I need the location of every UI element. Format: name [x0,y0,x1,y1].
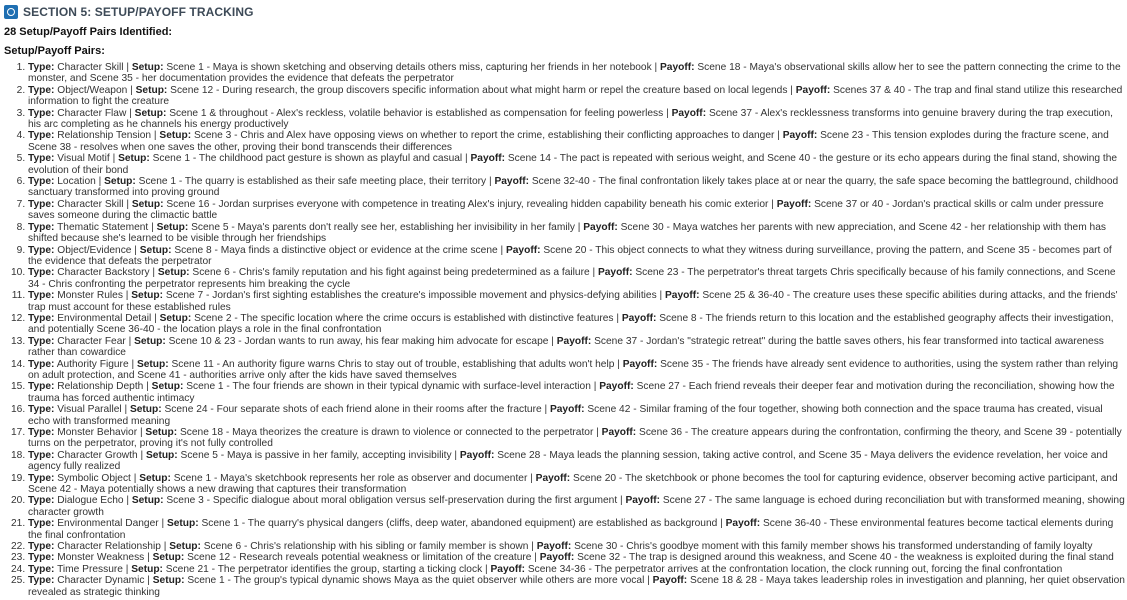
setup-value: Scene 3 - Specific dialogue about moral obligation versus self-preservation during the first argument [166,495,618,507]
list-item [28,575,1127,598]
type-value: Character Growth [57,449,138,461]
setup-label: Setup: [131,563,163,575]
type-label: Type: [28,130,55,142]
type-value: Character Relationship [57,541,161,553]
list-item [28,552,1127,563]
separator: | [787,84,796,96]
separator: | [158,518,167,530]
separator: | [617,495,626,507]
payoff-value: Scene 8 - The friends return to this location and the established geography affects their investigation, and potentially Scene 36-40 - the location plays a role in the final confrontation [28,312,1114,336]
setup-value: Scene 2 - The specific location where the crime occurs is established with distinctive features [194,312,614,324]
payoff-value: Scene 36 - The creature appears during the confrontation, confirming the theory, and Scene 39 - potentially turns on the perpetrator, proving it's not fully controlled [28,427,1122,450]
list-item [28,108,1127,131]
list-item [28,85,1127,108]
separator: | [125,335,135,347]
payoff-label: Payoff: [622,358,658,370]
type-value: Relationship Depth [57,381,144,393]
payoff-value: Scene 27 - The same language is echoed during reconciliation but with transformed meaning, showing character growth [28,495,1125,518]
type-label: Type: [28,62,55,73]
payoff-label: Payoff: [459,449,495,461]
payoff-label: Payoff: [549,404,585,416]
payoff-value: Scene 14 - The pact is repeated with serious weight, and Scene 40 - the gesture or its echo appears during the final stand, showing the evolution of their bond [28,153,1118,176]
payoff-value: Scene 36-40 - These environmental features become tactical elements during the final confrontation [28,518,1114,541]
payoff-label: Payoff: [494,176,529,188]
payoff-label: Payoff: [776,198,812,210]
payoff-value: Scene 23 - This tension explodes during the fracture scene, and Scene 38 - resolves when one saves the other, proving their bond transcends their differences [28,130,1109,153]
separator: | [717,518,726,530]
separator: | [482,563,491,575]
type-label: Type: [28,381,55,393]
type-value: Character Skill [57,198,124,210]
type-value: Visual Parallel [57,404,122,416]
list-item [28,359,1127,382]
setup-value: Scene 12 - During research, the group discovers specific information about what might harm or repel the creature based on local legends [170,84,788,96]
type-label: Type: [28,335,55,347]
setup-label: Setup: [131,198,164,210]
setup-value: Scene 1 - The childhood pact gesture is shown as playful and casual [152,153,463,165]
setup-value: Scene 1 - Maya's sketchbook represents her role as observer and documenter [173,472,528,484]
type-label: Type: [28,552,55,564]
payoff-value: Scene 30 - Chris's goodbye moment with this family member shows his transformed understanding of family loyalty [574,541,1093,553]
list-item [28,427,1127,450]
list-item [28,62,1127,85]
separator: | [130,472,140,484]
type-value: Relationship Tension [57,130,152,142]
setup-label: Setup: [157,267,190,279]
payoff-label: Payoff: [652,575,688,587]
separator: | [95,176,105,188]
payoff-value: Scene 42 - Similar framing of the four together, showing both connection and the space trauma has created, visual echo with transformed meaning [28,404,1103,427]
payoff-value: Scene 34-36 - The perpetrator arrives at the confrontation location, the clock running out, forcing the final confrontation [527,563,1063,575]
separator: | [590,381,600,393]
separator: | [128,358,137,370]
separator: | [123,198,132,210]
type-label: Type: [28,267,55,279]
type-value: Character Flaw [57,107,127,119]
setup-label: Setup: [156,221,189,233]
type-label: Type: [28,563,55,575]
separator: | [497,244,506,256]
gear-box-icon [4,5,18,19]
setup-value: Scene 1 - Maya is shown sketching and observing details others miss, capturing her friends in her notebook [166,62,652,73]
separator: | [137,449,146,461]
separator: | [548,335,557,347]
setup-value: Scene 1 - The quarry's physical dangers (cliffs, deep water, abandoned equipment) are established as background [201,518,718,530]
payoff-label: Payoff: [470,153,506,165]
payoff-label: Payoff: [599,381,634,393]
payoff-label: Payoff: [535,472,571,484]
setup-label: Setup: [129,404,162,416]
setup-value: Scene 1 & throughout - Alex's reckless, volatile behavior is established as compensation for feeling powerless [169,107,664,119]
separator: | [774,130,783,142]
setup-label: Setup: [166,518,199,530]
setup-value: Scene 1 - The quarry is established as their safe meeting place, their territory [138,176,487,188]
separator: | [122,563,132,575]
setup-label: Setup: [152,575,185,587]
payoff-label: Payoff: [536,541,572,553]
type-label: Type: [28,541,55,553]
list-item [28,495,1127,518]
type-value: Dialogue Echo [57,495,124,507]
type-value: Symbolic Object [57,472,131,484]
type-label: Type: [28,221,55,233]
setup-value: Scene 21 - The perpetrator identifies the group, starting a ticking clock [165,563,483,575]
payoff-label: Payoff: [665,290,700,302]
type-label: Type: [28,244,55,256]
separator: | [148,221,157,233]
separator: | [663,107,672,119]
separator: | [486,176,495,188]
type-label: Type: [28,153,55,165]
type-value: Monster Rules [57,290,123,302]
list-item [28,176,1127,199]
setup-label: Setup: [152,552,185,564]
setup-value: Scene 10 & 23 - Jordan wants to run away, his fear making him advocate for escape [168,335,549,347]
separator: | [574,221,584,233]
separator: | [541,404,550,416]
setup-label: Setup: [139,244,172,256]
separator: | [149,267,158,279]
type-value: Monster Weakness [57,552,145,564]
separator: | [768,198,777,210]
payoff-label: Payoff: [725,518,761,530]
payoff-value: Scene 25 & 36-40 - The creature uses these specific abilities during attacks, and the friends' trap must account for these established rules [28,290,1118,313]
separator: | [123,495,132,507]
payoff-value: Scene 32 - The trap is designed around this weakness, and Scene 40 - the weakness is exploited during the final stand [577,552,1114,564]
type-value: Visual Motif [57,153,110,165]
separator: | [593,427,602,438]
type-label: Type: [28,427,55,438]
separator: | [160,541,170,553]
list-item [28,313,1127,336]
list-item [28,130,1127,153]
payoff-label: Payoff: [490,563,526,575]
type-value: Character Fear [57,335,126,347]
type-value: Time Pressure [57,563,123,575]
separator: | [462,153,471,165]
separator: | [644,575,653,587]
list-item [28,518,1127,541]
separator: | [143,381,152,393]
list-item [28,450,1127,473]
separator: | [126,107,135,119]
payoff-value: Scene 18 - Maya's observational skills allow her to see the pattern connecting the crime to the monster, and Scene 35 - her documentation provides the evidence that defeats the perpetrator [28,62,1121,85]
list-heading: Setup/Payoff Pairs: [4,45,105,57]
list-item [28,245,1127,268]
type-value: Character Dynamic [57,575,145,587]
section-header [0,0,1127,20]
separator: | [122,290,132,302]
type-label: Type: [28,176,55,188]
setup-value: Scene 5 - Maya is passive in her family, accepting invisibility [180,449,452,461]
payoff-value: Scene 35 - The friends have already sent evidence to authorities, using the system rather than relying on adult protection, and Scene 41 - authorities arrive only after the kids have saved themselves [28,358,1119,381]
payoff-label: Payoff: [782,130,818,142]
setup-value: Scene 24 - Four separate shots of each friend alone in their rooms after the fracture [164,404,542,416]
type-label: Type: [28,107,55,119]
payoff-value: Scene 18 & 28 - Maya takes leadership roles in investigation and planning, her quiet observation revealed as strategic thinking [28,575,1125,598]
separator: | [151,130,160,142]
separator: | [151,312,160,324]
separator: | [656,290,665,302]
separator: | [109,153,119,165]
type-value: Object/Evidence [57,244,132,256]
setup-label: Setup: [145,449,178,461]
setup-value: Scene 1 - The four friends are shown in their typical dynamic with surface-level interaction [186,381,591,393]
list-item [28,222,1127,245]
payoff-value: Scene 20 - This object connects to what they witness during surveillance, proving the pattern, and Scene 35 - becomes part of the evidence that defeats the perpetrator [28,244,1112,267]
setup-label: Setup: [134,107,167,119]
setup-label: Setup: [131,495,164,507]
setup-label: Setup: [159,312,192,324]
separator: | [614,358,623,370]
section-title: SECTION 5: SETUP/PAYOFF TRACKING [23,5,254,19]
type-label: Type: [28,312,55,324]
type-label: Type: [28,404,55,416]
setup-value: Scene 12 - Research reveals potential weakness or limitation of the creature [187,552,532,564]
type-label: Type: [28,449,55,461]
payoff-label: Payoff: [556,335,592,347]
payoff-label: Payoff: [621,312,657,324]
separator: | [131,244,140,256]
setup-value: Scene 1 - The group's typical dynamic shows Maya as the quiet observer while others are more vocal [187,575,645,587]
payoff-value: Scene 32-40 - The final confrontation likely takes place at or near the quarry, the safe space becoming the battleground, childhood sanctuary transformed into proving ground [28,176,1119,199]
payoff-value: Scene 28 - Maya leads the planning session, taking active control, and Scene 35 - Maya delivers the evidence revelation, her voice and agency fully realized [28,449,1108,473]
list-item [28,473,1127,496]
setup-value: Scene 18 - Maya theorizes the creature is drawn to violence or connected to the perpetrator [179,427,594,438]
separator: | [651,62,660,73]
payoff-label: Payoff: [583,221,618,233]
type-label: Type: [28,198,55,210]
setup-label: Setup: [145,427,178,438]
setup-value: Scene 16 - Jordan surprises everyone with competence in treating Alex's injury, revealing hidden capability beneath his comic exterior [166,198,769,210]
payoff-value: Scene 37 - Alex's recklessness transforms into genuine bravery during the trap execution, his arc completing as he channels his energy productively [28,107,1113,131]
setup-label: Setup: [151,381,184,393]
payoff-label: Payoff: [597,267,633,279]
payoff-value: Scene 20 - The sketchbook or phone becomes the tool for capturing evidence, observer becoming active participant, and Scene 42 - Maya potentially shows a new drawing that captures their transformation [28,472,1118,496]
list-item [28,404,1127,427]
setup-label: Setup: [139,472,171,484]
type-value: Environmental Danger [57,518,159,530]
setup-label: Setup: [159,130,192,142]
payoff-label: Payoff: [795,84,831,96]
setup-label: Setup: [135,84,168,96]
setup-payoff-list [0,62,1127,598]
type-label: Type: [28,84,55,96]
type-label: Type: [28,358,55,370]
list-item [28,381,1127,404]
list-item [28,564,1127,575]
setup-value: Scene 7 - Jordan's first sighting establishes the creature's impossible movement and physics-defying abilities [165,290,657,302]
pairs-count-summary: 28 Setup/Payoff Pairs Identified: [4,26,173,38]
setup-label: Setup: [134,335,166,347]
setup-label: Setup: [136,358,169,370]
separator: | [528,541,537,553]
payoff-value: Scene 27 - Each friend reveals their deeper fear and motivation during the reconciliation, showing how the trauma has forced authentic intimacy [28,381,1115,404]
type-value: Character Backstory [57,267,150,279]
type-value: Environmental Detail [57,312,152,324]
separator: | [121,404,130,416]
type-label: Type: [28,472,55,484]
type-value: Character Skill [57,62,124,73]
setup-value: Scene 8 - Maya finds a distinctive object or evidence at the crime scene [174,244,498,256]
payoff-value: Scene 23 - The perpetrator's threat targets Chris specifically because of his family connections, and Scene 34 - Chris confronting the perpetrator represents him breaking the cycle [28,267,1116,290]
separator: | [144,575,153,587]
setup-label: Setup: [104,176,136,188]
list-item [28,153,1127,176]
type-label: Type: [28,518,55,530]
setup-label: Setup: [131,290,163,302]
setup-value: Scene 6 - Chris's relationship with his sibling or family member is shown [203,541,529,553]
setup-label: Setup: [169,541,201,553]
separator: | [123,62,132,73]
type-value: Object/Weapon [57,84,128,96]
type-label: Type: [28,575,55,587]
payoff-label: Payoff: [539,552,575,564]
separator: | [127,84,136,96]
type-value: Monster Behavior [57,427,138,438]
list-item [28,290,1127,313]
separator: | [589,267,598,279]
list-item [28,199,1127,222]
setup-value: Scene 5 - Maya's parents don't really see her, establishing her invisibility in her family [191,221,575,233]
payoff-value: Scene 37 or 40 - Jordan's practical skills or calm under pressure saves someone during the climactic battle [28,198,1104,222]
separator: | [527,472,536,484]
payoff-value: Scenes 37 & 40 - The trap and final stand utilize this researched information to fight the creature [28,84,1123,108]
separator: | [451,449,460,461]
separator: | [137,427,146,438]
type-label: Type: [28,290,55,302]
separator: | [613,312,622,324]
setup-value: Scene 3 - Chris and Alex have opposing views on whether to report the crime, establishing their conflicting approaches to danger [193,130,775,142]
payoff-value: Scene 37 - Jordan's "strategic retreat" during the battle saves others, his fear transformed into tactical awareness rather than cowardice [28,335,1104,359]
setup-value: Scene 6 - Chris's family reputation and his fight against being predetermined as a failure [192,267,590,279]
list-item [28,336,1127,359]
payoff-label: Payoff: [505,244,541,256]
type-label: Type: [28,495,55,507]
separator: | [144,552,153,564]
type-value: Authority Figure [56,358,129,370]
payoff-label: Payoff: [625,495,660,507]
setup-label: Setup: [118,153,150,165]
payoff-value: Scene 30 - Maya watches her parents with new appreciation, and Scene 42 - her relationship with them has shifted because she's learned to be visible through her friendships [28,221,1106,245]
payoff-label: Payoff: [660,62,695,73]
setup-label: Setup: [131,62,164,73]
separator: | [531,552,540,564]
payoff-label: Payoff: [671,107,707,119]
list-item [28,541,1127,552]
type-value: Location [57,176,96,188]
payoff-label: Payoff: [601,427,637,438]
type-value: Thematic Statement [57,221,149,233]
list-item [28,267,1127,290]
setup-value: Scene 11 - An authority figure warns Chris to stay out of trouble, establishing that adults won't help [171,358,615,370]
